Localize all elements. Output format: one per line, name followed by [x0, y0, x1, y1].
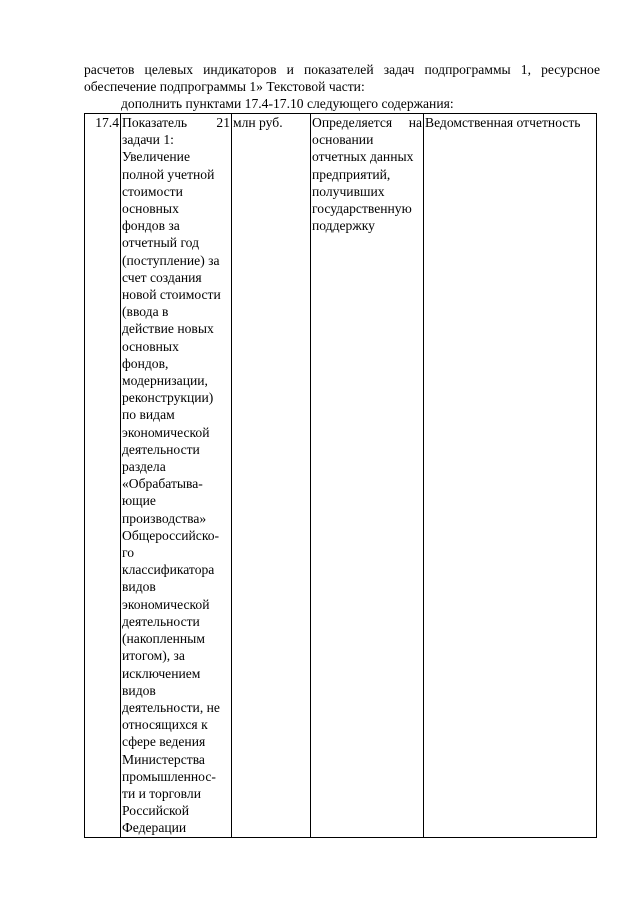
indicator-name-line: (поступление) за — [122, 252, 220, 268]
indicator-name-line: промышленнос- — [122, 768, 216, 784]
indicator-name-line: действие новых — [122, 321, 214, 337]
indicator-name-line: производства» — [122, 510, 207, 526]
indicator-name-line: исключением — [122, 665, 201, 681]
indicator-name-line: новой стоимости — [122, 287, 221, 303]
indicator-name-line: го — [122, 545, 135, 561]
intro-line-3: дополнить пунктами 17.4-17.10 следующего содержания: — [121, 95, 454, 111]
indicator-name-line: экономической — [122, 424, 210, 440]
method-head-right: на — [408, 115, 422, 130]
indicator-name-line: деятельности — [122, 441, 200, 457]
indicator-name-line: основных — [122, 201, 179, 217]
indicator-name-line: раздела — [122, 459, 166, 475]
intro-text — [84, 62, 600, 112]
indicator-name-line: отчетный год — [122, 235, 200, 251]
indicator-name-line: ющие — [122, 493, 156, 509]
indicator-name-cell — [121, 114, 232, 838]
table-row — [85, 114, 597, 838]
indicator-name-line: Увеличение — [122, 149, 190, 165]
row-number: 17.4 — [85, 114, 121, 838]
indicator-name-line: счет создания — [122, 269, 202, 285]
method-line: предприятий, — [312, 166, 391, 182]
method-line: получивших — [312, 183, 385, 199]
indicator-name-line: модернизации, — [122, 373, 208, 389]
indicator-name-line: по видам — [122, 407, 175, 423]
unit-cell: млн руб. — [232, 114, 311, 838]
indicator-name-line: Федерации — [122, 820, 187, 836]
indicator-name-line: фондов, — [122, 355, 169, 371]
method-line: отчетных данных — [312, 149, 414, 165]
method-head-left: Определяется — [312, 115, 393, 130]
source-cell: Ведомственная отчетность — [424, 114, 597, 838]
indicators-table — [84, 113, 597, 838]
indicator-name-line: Министерства — [122, 751, 205, 767]
indicator-name-line: видов — [122, 579, 156, 595]
intro-line-2: обеспечение подпрограммы 1» Текстовой части: — [84, 78, 365, 94]
indicator-name-head-left: Показатель — [122, 115, 188, 130]
indicator-name-line: ти и торговли — [122, 785, 201, 801]
method-line: поддержку — [312, 218, 375, 234]
indicator-name-line: Общероссийско- — [122, 527, 220, 543]
indicator-name-line: относящихся к — [122, 717, 208, 733]
indicator-name-line: основных — [122, 338, 179, 354]
intro-line-1: расчетов целевых индикаторов и показателей задач подпрограммы 1, ресурсное — [84, 62, 600, 77]
indicator-name-line: классификатора — [122, 562, 215, 578]
indicator-name-line: итогом), за — [122, 648, 185, 664]
indicator-name-line: (накопленным — [122, 631, 205, 647]
indicator-name-line: реконструкции) — [122, 390, 214, 406]
indicator-name-line: фондов за — [122, 218, 180, 234]
indicator-name-head — [122, 114, 230, 131]
method-line: государственную — [312, 201, 412, 217]
indicator-name-head-right: 21 — [216, 115, 230, 130]
method-line: основании — [312, 132, 374, 148]
indicator-name-line: видов — [122, 682, 156, 698]
method-head — [312, 114, 422, 131]
indicator-name-line: деятельности, не — [122, 699, 220, 715]
indicator-name-line: стоимости — [122, 183, 183, 199]
indicator-name-line: «Обрабатыва- — [122, 476, 203, 492]
indicator-name-line: экономической — [122, 596, 210, 612]
method-cell — [311, 114, 424, 838]
indicator-name-line: (ввода в — [122, 304, 169, 320]
indicator-name-line: полной учетной — [122, 166, 215, 182]
indicator-name-line: Российской — [122, 803, 189, 819]
indicator-name-line: задачи 1: — [122, 132, 174, 148]
indicator-name-line: деятельности — [122, 613, 200, 629]
indicator-name-line: сфере ведения — [122, 734, 206, 750]
